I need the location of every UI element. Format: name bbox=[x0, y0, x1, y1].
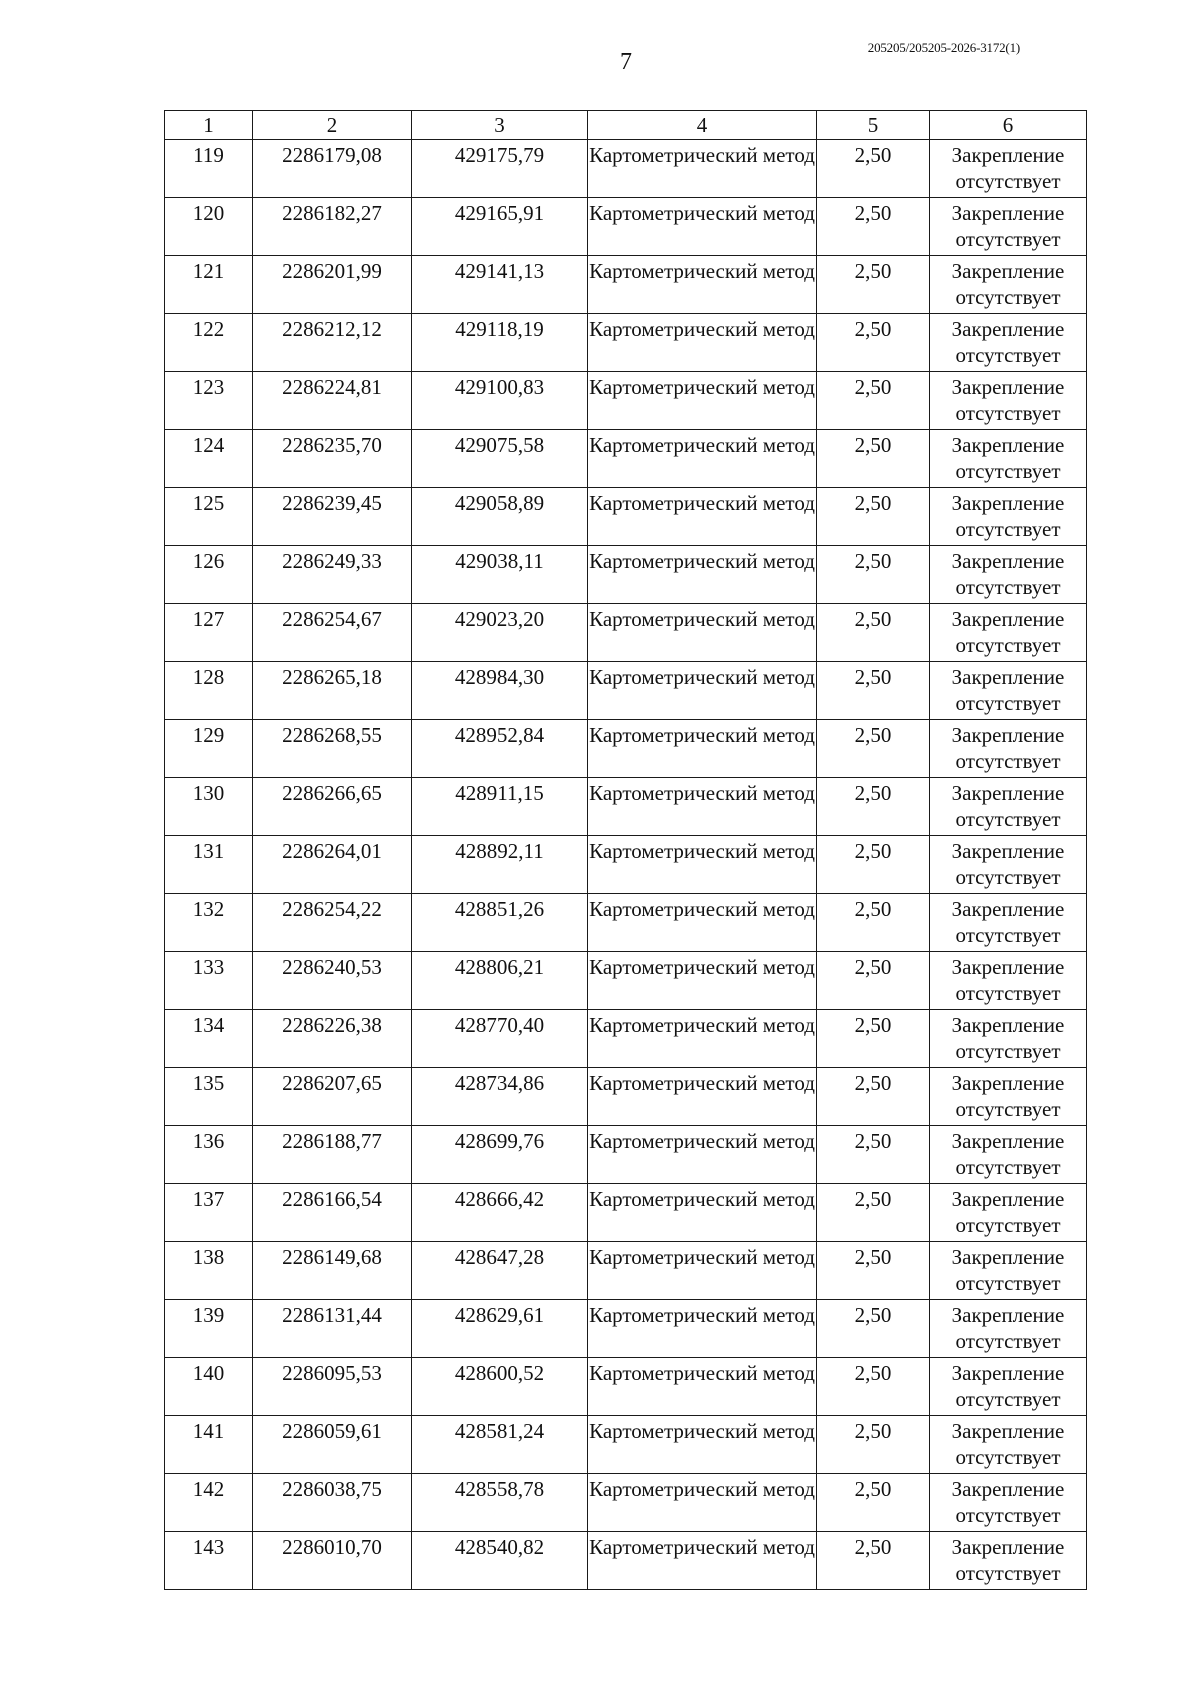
accuracy-cell: 2,50 bbox=[817, 488, 930, 546]
table-row bbox=[165, 256, 1087, 314]
y-coordinate-cell: 428734,86 bbox=[412, 1068, 588, 1126]
point-number-cell: 135 bbox=[165, 1068, 253, 1126]
fixing-description-cell: Закрепление отсутствует bbox=[930, 894, 1087, 952]
fixing-description-cell: Закрепление отсутствует bbox=[930, 1532, 1087, 1590]
y-coordinate-cell: 429058,89 bbox=[412, 488, 588, 546]
method-cell: Картометрический метод bbox=[588, 256, 817, 314]
point-number-cell: 128 bbox=[165, 662, 253, 720]
point-number-cell: 127 bbox=[165, 604, 253, 662]
method-cell: Картометрический метод bbox=[588, 1010, 817, 1068]
accuracy-cell: 2,50 bbox=[817, 1532, 930, 1590]
point-number-cell: 119 bbox=[165, 140, 253, 198]
accuracy-cell: 2,50 bbox=[817, 546, 930, 604]
x-coordinate-cell: 2286265,18 bbox=[253, 662, 412, 720]
table-row bbox=[165, 1532, 1087, 1590]
y-coordinate-cell: 428558,78 bbox=[412, 1474, 588, 1532]
fixing-description-cell: Закрепление отсутствует bbox=[930, 488, 1087, 546]
table-row bbox=[165, 430, 1087, 488]
y-coordinate-cell: 428952,84 bbox=[412, 720, 588, 778]
method-cell: Картометрический метод bbox=[588, 894, 817, 952]
fixing-description-cell: Закрепление отсутствует bbox=[930, 1126, 1087, 1184]
method-cell: Картометрический метод bbox=[588, 1300, 817, 1358]
table-row bbox=[165, 662, 1087, 720]
fixing-description-cell: Закрепление отсутствует bbox=[930, 1416, 1087, 1474]
page-number: 7 bbox=[620, 49, 632, 75]
method-cell: Картометрический метод bbox=[588, 1532, 817, 1590]
method-cell: Картометрический метод bbox=[588, 778, 817, 836]
accuracy-cell: 2,50 bbox=[817, 604, 930, 662]
x-coordinate-cell: 2286240,53 bbox=[253, 952, 412, 1010]
x-coordinate-cell: 2286212,12 bbox=[253, 314, 412, 372]
point-number-cell: 124 bbox=[165, 430, 253, 488]
y-coordinate-cell: 428699,76 bbox=[412, 1126, 588, 1184]
table-row bbox=[165, 198, 1087, 256]
y-coordinate-cell: 428629,61 bbox=[412, 1300, 588, 1358]
fixing-description-cell: Закрепление отсутствует bbox=[930, 662, 1087, 720]
column-header: 5 bbox=[817, 111, 930, 140]
y-coordinate-cell: 429141,13 bbox=[412, 256, 588, 314]
fixing-description-cell: Закрепление отсутствует bbox=[930, 778, 1087, 836]
table-row bbox=[165, 894, 1087, 952]
x-coordinate-cell: 2286268,55 bbox=[253, 720, 412, 778]
y-coordinate-cell: 429100,83 bbox=[412, 372, 588, 430]
method-cell: Картометрический метод bbox=[588, 488, 817, 546]
y-coordinate-cell: 429075,58 bbox=[412, 430, 588, 488]
accuracy-cell: 2,50 bbox=[817, 662, 930, 720]
fixing-description-cell: Закрепление отсутствует bbox=[930, 256, 1087, 314]
accuracy-cell: 2,50 bbox=[817, 1126, 930, 1184]
accuracy-cell: 2,50 bbox=[817, 430, 930, 488]
point-number-cell: 123 bbox=[165, 372, 253, 430]
method-cell: Картометрический метод bbox=[588, 662, 817, 720]
point-number-cell: 126 bbox=[165, 546, 253, 604]
y-coordinate-cell: 428806,21 bbox=[412, 952, 588, 1010]
fixing-description-cell: Закрепление отсутствует bbox=[930, 546, 1087, 604]
point-number-cell: 139 bbox=[165, 1300, 253, 1358]
fixing-description-cell: Закрепление отсутствует bbox=[930, 140, 1087, 198]
coordinates-table bbox=[164, 110, 1087, 1590]
accuracy-cell: 2,50 bbox=[817, 1358, 930, 1416]
accuracy-cell: 2,50 bbox=[817, 836, 930, 894]
accuracy-cell: 2,50 bbox=[817, 256, 930, 314]
x-coordinate-cell: 2286254,67 bbox=[253, 604, 412, 662]
fixing-description-cell: Закрепление отсутствует bbox=[930, 952, 1087, 1010]
y-coordinate-cell: 429038,11 bbox=[412, 546, 588, 604]
x-coordinate-cell: 2286264,01 bbox=[253, 836, 412, 894]
table-row bbox=[165, 1416, 1087, 1474]
x-coordinate-cell: 2286235,70 bbox=[253, 430, 412, 488]
point-number-cell: 120 bbox=[165, 198, 253, 256]
accuracy-cell: 2,50 bbox=[817, 1010, 930, 1068]
table-row bbox=[165, 1242, 1087, 1300]
y-coordinate-cell: 428666,42 bbox=[412, 1184, 588, 1242]
accuracy-cell: 2,50 bbox=[817, 720, 930, 778]
fixing-description-cell: Закрепление отсутствует bbox=[930, 604, 1087, 662]
y-coordinate-cell: 429165,91 bbox=[412, 198, 588, 256]
point-number-cell: 143 bbox=[165, 1532, 253, 1590]
table-row bbox=[165, 836, 1087, 894]
method-cell: Картометрический метод bbox=[588, 140, 817, 198]
column-header: 2 bbox=[253, 111, 412, 140]
table-row bbox=[165, 314, 1087, 372]
x-coordinate-cell: 2286254,22 bbox=[253, 894, 412, 952]
method-cell: Картометрический метод bbox=[588, 1358, 817, 1416]
accuracy-cell: 2,50 bbox=[817, 198, 930, 256]
table-row bbox=[165, 546, 1087, 604]
table-row bbox=[165, 1010, 1087, 1068]
method-cell: Картометрический метод bbox=[588, 952, 817, 1010]
table-row bbox=[165, 1474, 1087, 1532]
point-number-cell: 133 bbox=[165, 952, 253, 1010]
method-cell: Картометрический метод bbox=[588, 430, 817, 488]
accuracy-cell: 2,50 bbox=[817, 372, 930, 430]
point-number-cell: 137 bbox=[165, 1184, 253, 1242]
y-coordinate-cell: 428581,24 bbox=[412, 1416, 588, 1474]
y-coordinate-cell: 428770,40 bbox=[412, 1010, 588, 1068]
table-row bbox=[165, 1126, 1087, 1184]
method-cell: Картометрический метод bbox=[588, 836, 817, 894]
y-coordinate-cell: 428647,28 bbox=[412, 1242, 588, 1300]
x-coordinate-cell: 2286207,65 bbox=[253, 1068, 412, 1126]
point-number-cell: 129 bbox=[165, 720, 253, 778]
point-number-cell: 131 bbox=[165, 836, 253, 894]
method-cell: Картометрический метод bbox=[588, 314, 817, 372]
point-number-cell: 125 bbox=[165, 488, 253, 546]
point-number-cell: 140 bbox=[165, 1358, 253, 1416]
method-cell: Картометрический метод bbox=[588, 1474, 817, 1532]
y-coordinate-cell: 428600,52 bbox=[412, 1358, 588, 1416]
method-cell: Картометрический метод bbox=[588, 198, 817, 256]
y-coordinate-cell: 429118,19 bbox=[412, 314, 588, 372]
method-cell: Картометрический метод bbox=[588, 1184, 817, 1242]
fixing-description-cell: Закрепление отсутствует bbox=[930, 836, 1087, 894]
fixing-description-cell: Закрепление отсутствует bbox=[930, 1300, 1087, 1358]
fixing-description-cell: Закрепление отсутствует bbox=[930, 720, 1087, 778]
fixing-description-cell: Закрепление отсутствует bbox=[930, 1358, 1087, 1416]
accuracy-cell: 2,50 bbox=[817, 1242, 930, 1300]
x-coordinate-cell: 2286149,68 bbox=[253, 1242, 412, 1300]
method-cell: Картометрический метод bbox=[588, 1242, 817, 1300]
y-coordinate-cell: 428540,82 bbox=[412, 1532, 588, 1590]
table-row bbox=[165, 1300, 1087, 1358]
point-number-cell: 122 bbox=[165, 314, 253, 372]
x-coordinate-cell: 2286179,08 bbox=[253, 140, 412, 198]
y-coordinate-cell: 428984,30 bbox=[412, 662, 588, 720]
point-number-cell: 138 bbox=[165, 1242, 253, 1300]
accuracy-cell: 2,50 bbox=[817, 1416, 930, 1474]
column-header: 3 bbox=[412, 111, 588, 140]
accuracy-cell: 2,50 bbox=[817, 140, 930, 198]
method-cell: Картометрический метод bbox=[588, 1126, 817, 1184]
point-number-cell: 134 bbox=[165, 1010, 253, 1068]
fixing-description-cell: Закрепление отсутствует bbox=[930, 1010, 1087, 1068]
x-coordinate-cell: 2286038,75 bbox=[253, 1474, 412, 1532]
y-coordinate-cell: 428911,15 bbox=[412, 778, 588, 836]
fixing-description-cell: Закрепление отсутствует bbox=[930, 314, 1087, 372]
x-coordinate-cell: 2286010,70 bbox=[253, 1532, 412, 1590]
table-row bbox=[165, 778, 1087, 836]
column-header: 6 bbox=[930, 111, 1087, 140]
x-coordinate-cell: 2286059,61 bbox=[253, 1416, 412, 1474]
point-number-cell: 141 bbox=[165, 1416, 253, 1474]
x-coordinate-cell: 2286239,45 bbox=[253, 488, 412, 546]
method-cell: Картометрический метод bbox=[588, 372, 817, 430]
table-row bbox=[165, 488, 1087, 546]
accuracy-cell: 2,50 bbox=[817, 1474, 930, 1532]
method-cell: Картометрический метод bbox=[588, 604, 817, 662]
x-coordinate-cell: 2286201,99 bbox=[253, 256, 412, 314]
x-coordinate-cell: 2286166,54 bbox=[253, 1184, 412, 1242]
y-coordinate-cell: 428851,26 bbox=[412, 894, 588, 952]
accuracy-cell: 2,50 bbox=[817, 778, 930, 836]
fixing-description-cell: Закрепление отсутствует bbox=[930, 1184, 1087, 1242]
table-row bbox=[165, 140, 1087, 198]
table-row bbox=[165, 372, 1087, 430]
table-row bbox=[165, 720, 1087, 778]
table-body bbox=[165, 111, 1087, 1590]
accuracy-cell: 2,50 bbox=[817, 894, 930, 952]
accuracy-cell: 2,50 bbox=[817, 314, 930, 372]
x-coordinate-cell: 2286095,53 bbox=[253, 1358, 412, 1416]
x-coordinate-cell: 2286249,33 bbox=[253, 546, 412, 604]
fixing-description-cell: Закрепление отсутствует bbox=[930, 430, 1087, 488]
accuracy-cell: 2,50 bbox=[817, 1184, 930, 1242]
fixing-description-cell: Закрепление отсутствует bbox=[930, 1242, 1087, 1300]
x-coordinate-cell: 2286188,77 bbox=[253, 1126, 412, 1184]
point-number-cell: 132 bbox=[165, 894, 253, 952]
table-row bbox=[165, 1184, 1087, 1242]
column-number-row bbox=[165, 111, 1087, 140]
x-coordinate-cell: 2286226,38 bbox=[253, 1010, 412, 1068]
accuracy-cell: 2,50 bbox=[817, 1300, 930, 1358]
method-cell: Картометрический метод bbox=[588, 546, 817, 604]
document-id: 205205/205205-2026-3172(1) bbox=[867, 40, 1020, 55]
method-cell: Картометрический метод bbox=[588, 1068, 817, 1126]
method-cell: Картометрический метод bbox=[588, 720, 817, 778]
accuracy-cell: 2,50 bbox=[817, 1068, 930, 1126]
fixing-description-cell: Закрепление отсутствует bbox=[930, 1474, 1087, 1532]
x-coordinate-cell: 2286131,44 bbox=[253, 1300, 412, 1358]
table-row bbox=[165, 952, 1087, 1010]
point-number-cell: 136 bbox=[165, 1126, 253, 1184]
accuracy-cell: 2,50 bbox=[817, 952, 930, 1010]
table-row bbox=[165, 1068, 1087, 1126]
point-number-cell: 130 bbox=[165, 778, 253, 836]
point-number-cell: 121 bbox=[165, 256, 253, 314]
column-header: 1 bbox=[165, 111, 253, 140]
fixing-description-cell: Закрепление отсутствует bbox=[930, 1068, 1087, 1126]
y-coordinate-cell: 429175,79 bbox=[412, 140, 588, 198]
x-coordinate-cell: 2286266,65 bbox=[253, 778, 412, 836]
point-number-cell: 142 bbox=[165, 1474, 253, 1532]
method-cell: Картометрический метод bbox=[588, 1416, 817, 1474]
y-coordinate-cell: 428892,11 bbox=[412, 836, 588, 894]
fixing-description-cell: Закрепление отсутствует bbox=[930, 372, 1087, 430]
x-coordinate-cell: 2286182,27 bbox=[253, 198, 412, 256]
fixing-description-cell: Закрепление отсутствует bbox=[930, 198, 1087, 256]
column-header: 4 bbox=[588, 111, 817, 140]
x-coordinate-cell: 2286224,81 bbox=[253, 372, 412, 430]
table-row bbox=[165, 1358, 1087, 1416]
y-coordinate-cell: 429023,20 bbox=[412, 604, 588, 662]
table-row bbox=[165, 604, 1087, 662]
